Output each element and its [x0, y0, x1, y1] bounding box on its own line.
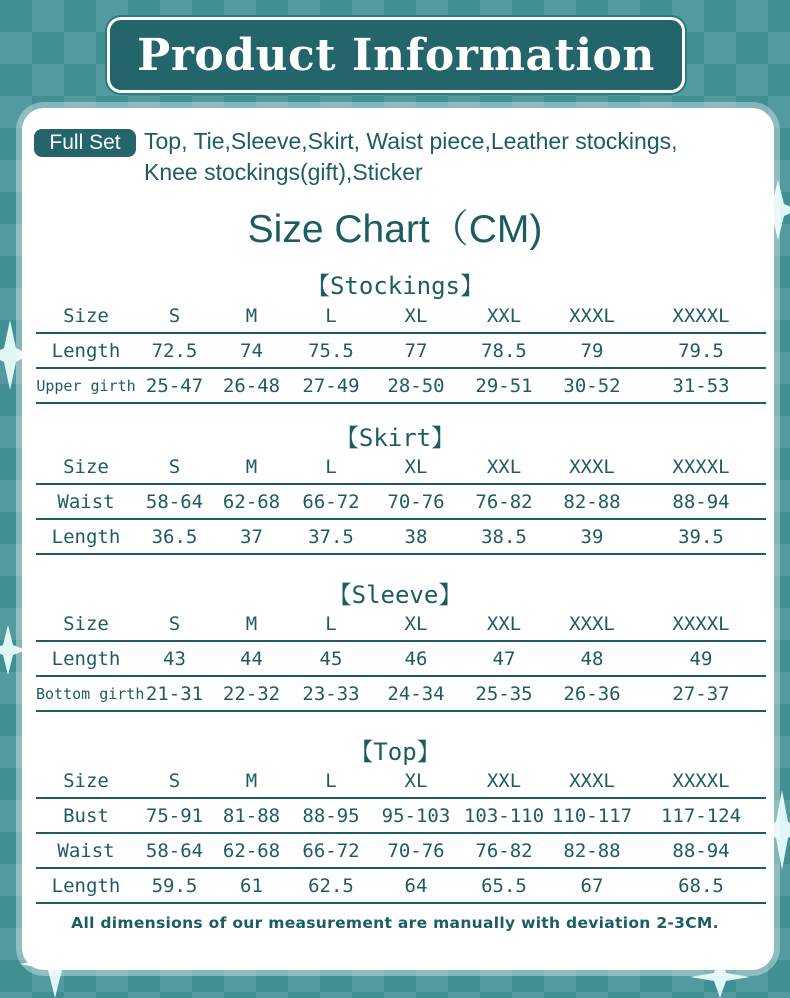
header-cell: M — [245, 612, 258, 635]
table-cell: 38 — [372, 519, 460, 554]
header-cell: XL — [404, 455, 428, 478]
section-title-top: 【Top】 — [349, 738, 441, 766]
row-label: Length — [36, 333, 136, 368]
table-cell: 74 — [213, 333, 290, 368]
header-cell: XXXXL — [672, 612, 730, 635]
table-cell: 117-124 — [636, 798, 766, 833]
table-row — [36, 519, 766, 554]
table-cell: 72.5 — [136, 333, 213, 368]
table-cell: 29-51 — [460, 368, 548, 403]
row-label: Length — [36, 519, 136, 554]
table-cell: 39.5 — [636, 519, 766, 554]
header-cell: XXXL — [569, 612, 615, 635]
table-cell: 103-110 — [460, 798, 548, 833]
header-cell: Size — [63, 455, 109, 478]
table-row — [36, 868, 766, 903]
table-cell: 27-37 — [636, 676, 766, 711]
header-cell: L — [325, 612, 337, 635]
table-cell: 110-117 — [548, 798, 636, 833]
table-cell: 62-68 — [213, 833, 290, 868]
table-cell: 39 — [548, 519, 636, 554]
section-title-sleeve: 【Sleeve】 — [327, 581, 463, 609]
table-cell: 75-91 — [136, 798, 213, 833]
table-cell: 48 — [548, 641, 636, 676]
row-label: Length — [36, 641, 136, 676]
table-cell: 27-49 — [290, 368, 372, 403]
table-cell: 70-76 — [372, 833, 460, 868]
header-cell: Size — [63, 304, 109, 327]
row-label: Length — [36, 868, 136, 903]
table-cell: 88-95 — [290, 798, 372, 833]
table-row — [36, 333, 766, 368]
table-cell: 23-33 — [290, 676, 372, 711]
page-title: Product Information — [137, 29, 655, 81]
table-cell: 43 — [136, 641, 213, 676]
table-cell: 49 — [636, 641, 766, 676]
header-cell: S — [168, 769, 181, 792]
table-cell: 64 — [372, 868, 460, 903]
header-cell: XXL — [486, 304, 522, 327]
header-cell: XXXXL — [672, 769, 730, 792]
table-cell: 70-76 — [372, 484, 460, 519]
header-cell: XL — [404, 612, 428, 635]
row-label: Waist — [36, 833, 136, 868]
header-cell: XXXL — [569, 455, 615, 478]
table-cell: 36.5 — [136, 519, 213, 554]
header-cell: XXXL — [569, 769, 615, 792]
table-cell: 44 — [213, 641, 290, 676]
header-cell: M — [245, 304, 258, 327]
table-cell: 62-68 — [213, 484, 290, 519]
header-cell: L — [325, 455, 337, 478]
table-cell: 62.5 — [290, 868, 372, 903]
header-cell: XXL — [486, 612, 522, 635]
header-cell: S — [168, 304, 181, 327]
table-cell: 45 — [290, 641, 372, 676]
measurement-footnote: All dimensions of our measurement are manually with deviation 2-3CM. — [71, 914, 719, 932]
title-banner — [107, 17, 685, 93]
header-cell: XL — [404, 304, 428, 327]
table-cell: 59.5 — [136, 868, 213, 903]
table-header-row — [36, 299, 766, 333]
table-cell: 88-94 — [636, 833, 766, 868]
table-cell: 82-88 — [548, 833, 636, 868]
skirt-table — [36, 450, 766, 555]
table-cell: 79.5 — [636, 333, 766, 368]
table-cell: 82-88 — [548, 484, 636, 519]
full-set-line-1: Top, Tie,Sleeve,Skirt, Waist piece,Leather stockings, — [144, 128, 678, 154]
table-cell: 47 — [460, 641, 548, 676]
table-cell: 67 — [548, 868, 636, 903]
table-row — [36, 798, 766, 833]
table-cell: 66-72 — [290, 833, 372, 868]
table-header-row — [36, 764, 766, 798]
row-label: Bottom girth — [36, 676, 136, 711]
table-cell: 58-64 — [136, 833, 213, 868]
table-cell: 25-47 — [136, 368, 213, 403]
full-set-badge: Full Set — [34, 129, 136, 157]
row-label: Upper girth — [36, 368, 136, 403]
table-cell: 77 — [372, 333, 460, 368]
table-cell: 58-64 — [136, 484, 213, 519]
table-cell: 78.5 — [460, 333, 548, 368]
table-cell: 76-82 — [460, 833, 548, 868]
header-cell: XL — [404, 769, 428, 792]
table-cell: 37.5 — [290, 519, 372, 554]
table-cell: 28-50 — [372, 368, 460, 403]
row-label: Bust — [36, 798, 136, 833]
header-cell: Size — [63, 769, 109, 792]
sleeve-table — [36, 607, 766, 712]
table-row — [36, 484, 766, 519]
table-cell: 37 — [213, 519, 290, 554]
header-cell: S — [168, 455, 181, 478]
table-cell: 26-48 — [213, 368, 290, 403]
header-cell: XXXXL — [672, 304, 730, 327]
section-title-stockings: 【Stockings】 — [305, 272, 485, 300]
full-set-contents — [144, 126, 764, 188]
table-cell: 31-53 — [636, 368, 766, 403]
stockings-table — [36, 299, 766, 404]
header-cell: L — [325, 769, 337, 792]
table-cell: 25-35 — [460, 676, 548, 711]
table-row — [36, 368, 766, 403]
table-cell: 38.5 — [460, 519, 548, 554]
table-cell: 88-94 — [636, 484, 766, 519]
table-cell: 46 — [372, 641, 460, 676]
header-cell: L — [325, 304, 337, 327]
table-cell: 79 — [548, 333, 636, 368]
full-set-line-2: Knee stockings(gift),Sticker — [144, 159, 423, 185]
header-cell: XXL — [486, 455, 522, 478]
table-cell: 21-31 — [136, 676, 213, 711]
header-cell: M — [245, 455, 258, 478]
row-label: Waist — [36, 484, 136, 519]
table-cell: 61 — [213, 868, 290, 903]
header-cell: M — [245, 769, 258, 792]
table-cell: 68.5 — [636, 868, 766, 903]
header-cell: Size — [63, 612, 109, 635]
table-cell: 65.5 — [460, 868, 548, 903]
table-cell: 81-88 — [213, 798, 290, 833]
table-row — [36, 676, 766, 711]
table-cell: 75.5 — [290, 333, 372, 368]
table-cell: 30-52 — [548, 368, 636, 403]
table-cell: 76-82 — [460, 484, 548, 519]
table-cell: 24-34 — [372, 676, 460, 711]
header-cell: XXXXL — [672, 455, 730, 478]
top-table — [36, 764, 766, 904]
table-cell: 22-32 — [213, 676, 290, 711]
header-cell: XXXL — [569, 304, 615, 327]
section-title-skirt: 【Skirt】 — [334, 424, 456, 452]
table-row — [36, 833, 766, 868]
table-cell: 26-36 — [548, 676, 636, 711]
header-cell: XXL — [486, 769, 522, 792]
table-cell: 95-103 — [372, 798, 460, 833]
table-cell: 66-72 — [290, 484, 372, 519]
header-cell: S — [168, 612, 181, 635]
size-chart-title: Size Chart（CM) — [247, 208, 543, 251]
table-header-row — [36, 607, 766, 641]
table-row — [36, 641, 766, 676]
table-header-row — [36, 450, 766, 484]
